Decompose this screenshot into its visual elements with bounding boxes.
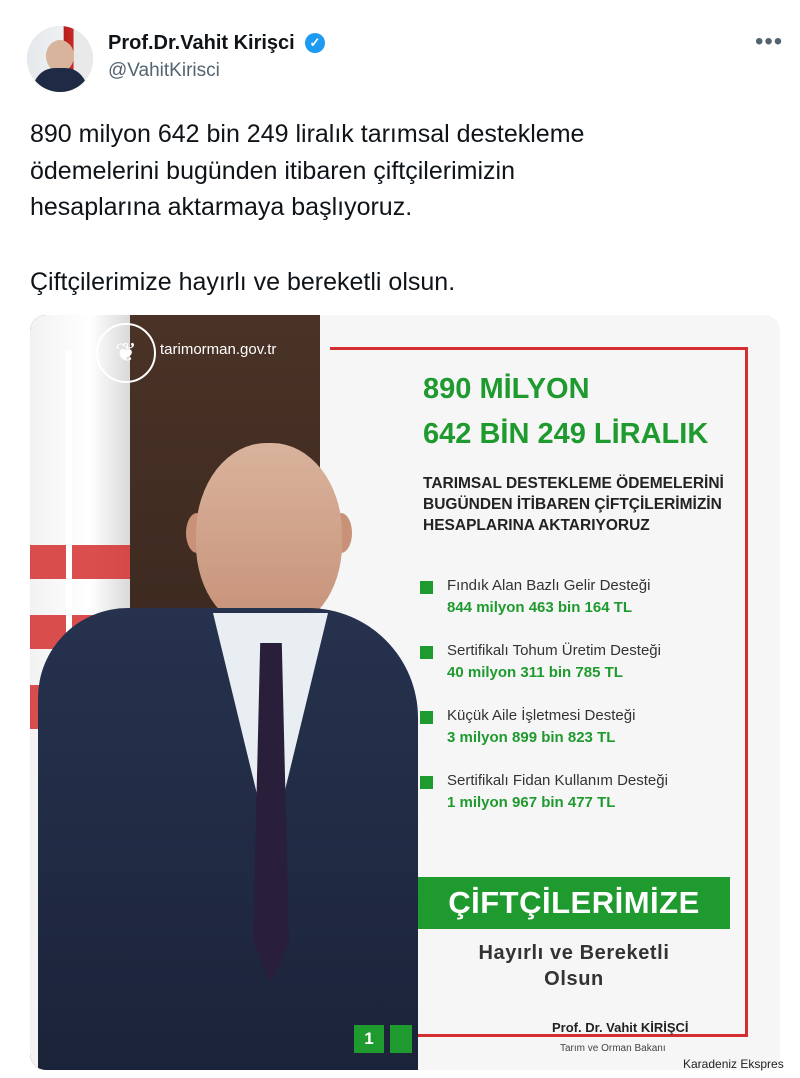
tweet-text-line: 890 milyon 642 bin 249 liralık tarımsal destekleme xyxy=(30,120,585,148)
support-item-amount: 3 milyon 899 bin 823 TL xyxy=(447,729,616,746)
farmers-banner: ÇİFTÇİLERİMİZE xyxy=(418,877,730,929)
support-item-amount: 844 milyon 463 bin 164 TL xyxy=(447,599,633,616)
tweet-header xyxy=(0,0,800,100)
tweet-text-line: Çiftçilerimize hayırlı ve bereketli olsun. xyxy=(30,267,456,296)
verified-badge-icon: ✓ xyxy=(305,33,325,53)
more-options-icon[interactable]: ••• xyxy=(755,28,784,55)
wish-line: Olsun xyxy=(544,968,604,990)
page-number: 1 xyxy=(354,1025,384,1053)
bullet-square-icon xyxy=(420,711,433,724)
author-handle[interactable]: @VahitKirisci xyxy=(108,60,220,81)
headline-amount-1: 890 MİLYON xyxy=(423,373,590,405)
portrait-suit xyxy=(38,608,418,1070)
graphic-subtitle: TARIMSAL DESTEKLEME ÖDEMELERİNİ BUGÜNDEN İTİBAREN ÇİFTÇİLERİMİZİN HESAPLARINA AKTARIYORUZ xyxy=(423,475,724,534)
bullet-square-icon xyxy=(420,581,433,594)
page-indicator xyxy=(390,1025,412,1053)
wish-text xyxy=(418,940,730,992)
support-item-amount: 40 milyon 311 bin 785 TL xyxy=(447,664,623,681)
support-item-label: Küçük Aile İşletmesi Desteği xyxy=(447,707,636,724)
ministry-logo-icon: ❦ xyxy=(96,323,156,383)
author-name[interactable]: Prof.Dr.Vahit Kirişci xyxy=(108,32,295,54)
tweet-text-line: ödemelerini bugünden itibaren çiftçilerimizin xyxy=(30,156,515,185)
support-item-label: Sertifikalı Tohum Üretim Desteği xyxy=(447,642,661,659)
headline-amount-2: 642 BİN 249 LİRALIK xyxy=(423,418,709,450)
source-watermark: Karadeniz Ekspres xyxy=(683,1057,784,1071)
website-label: tarimorman.gov.tr xyxy=(160,341,277,358)
signature-role: Tarım ve Orman Bakanı xyxy=(560,1043,666,1054)
support-item-amount: 1 milyon 967 bin 477 TL xyxy=(447,794,616,811)
wish-line: Hayırlı ve Bereketli xyxy=(478,942,670,964)
author-avatar[interactable] xyxy=(27,26,93,92)
tweet-text xyxy=(30,116,770,300)
tweet-text-line: hesaplarına aktarmaya başlıyoruz. xyxy=(30,193,413,221)
bullet-square-icon xyxy=(420,646,433,659)
support-item-label: Sertifikalı Fidan Kullanım Desteği xyxy=(447,772,668,789)
bullet-square-icon xyxy=(420,776,433,789)
signature-name: Prof. Dr. Vahit KİRİŞCİ xyxy=(552,1020,689,1035)
tweet-media-image[interactable] xyxy=(30,315,780,1070)
portrait-head xyxy=(196,443,342,631)
support-item-label: Fındık Alan Bazlı Gelir Desteği xyxy=(447,577,651,594)
